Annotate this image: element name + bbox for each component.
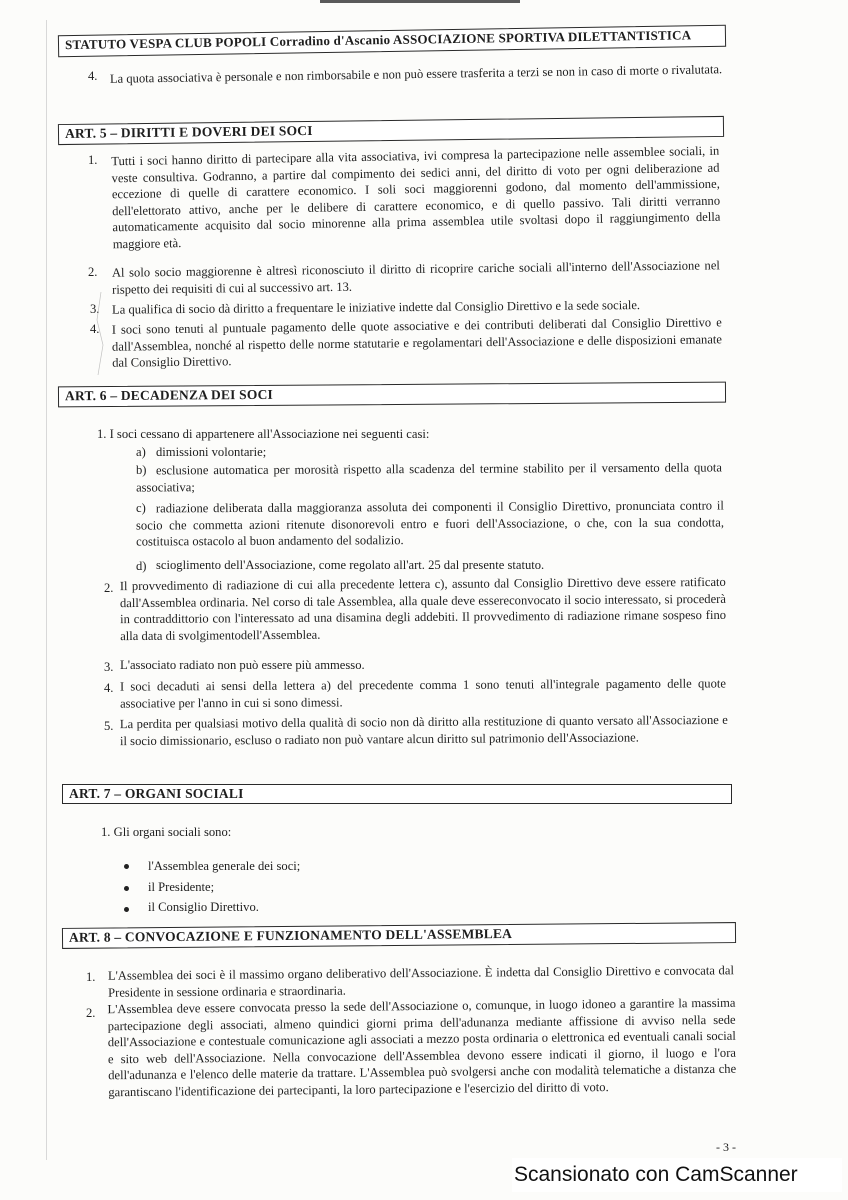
art6-case-c-text: radiazione deliberata dalla maggioranza assoluta dei componenti il Consiglio Direttivo, pronunciata contro il socio che commetta azioni ritenute disonorevoli entro e fuori dell'Associazione, o che, con la sua condotta, costituisca ostacolo al buon andamento del sodalizio.: [135, 498, 725, 549]
art7-intro: 1. Gli organi sociali sono:: [101, 825, 232, 839]
art6-case-b-text: esclusione automatica per morosità rispetto alla scadenza del termine stabilito per il versamento della quota associativa;: [136, 460, 722, 495]
art8-item-1-text: L'Assemblea dei soci è il massimo organo deliberativo dell'Associazione. È indetta dal Consiglio Direttivo e convocata dal Presidente in sessione ordinaria e straordinaria.: [107, 963, 734, 1000]
art8-item-2-text: L'Assemblea deve essere convocata presso la sede dell'Associazione o, comunque, in luogo idoneo a garantire la massima partecipazione degli associati, almeno quindici giorni prima dell'adunanza mediante affissione di avviso nella sede dell'Associazione e contestuale comunicazione agli associati a mezzo posta ordinaria o elettronica ed eventuali canali social e sito web dell'Associazione. Nella convocazione dell'Assemblea devono essere indicati il giorno, il luogo e l'ora dell'adunanza e l'elenco delle materie da trattare. L'Assemblea può svolgersi anche con modalità telematiche a distanza che garantiscano l'identificazione dei partecipanti, la loro partecipazione e l'esercizio del diritto di voto.: [107, 995, 737, 1100]
bullet-icon: [124, 907, 129, 912]
art5-item-4-number: 4.: [90, 322, 100, 336]
art6-item-4-number: 4.: [104, 681, 114, 695]
art5-item-3-number: 3.: [90, 302, 100, 316]
art5-heading: ART. 5 – DIRITTI E DOVERI DEI SOCI: [58, 116, 724, 145]
art6-item-5-number: 5.: [104, 719, 114, 733]
art5-item-4-text: I soci sono tenuti al puntuale pagamento delle quote associative e dei contributi deliberati dal Consiglio Direttivo e dall'Assemblea, nonché al rispetto delle norme statutarie e regolamentari dell'Associazione e delle disposizioni emanate dal Consiglio Direttivo.: [111, 315, 723, 370]
art5-item-1-number: 1.: [88, 153, 98, 167]
art6-intro: 1. I soci cessano di appartenere all'Associazione nei seguenti casi:: [97, 427, 430, 441]
art7-heading: ART. 7 – ORGANI SOCIALI: [62, 784, 732, 804]
art8-heading: ART. 8 – CONVOCAZIONE E FUNZIONAMENTO DELL'ASSEMBLEA: [62, 922, 736, 949]
art6-item-3-number: 3.: [104, 660, 114, 674]
art6-item-2-number: 2.: [104, 581, 114, 595]
art4-item-text: La quota associativa è personale e non rimborsabile e non può essere trasferita a terzi se non in caso di morte o rivalutata.: [109, 62, 723, 86]
art6-case-d-letter: d): [136, 559, 147, 573]
margin-smudge: [94, 290, 108, 380]
art7-organ-2: il Presidente;: [148, 880, 215, 894]
art7-organ-3: il Consiglio Direttivo.: [148, 900, 259, 914]
art6-case-d-text: scioglimento dell'Associazione, come regolato all'art. 25 dal presente statuto.: [156, 558, 545, 572]
bullet-icon: [124, 864, 129, 869]
art5-item-1-text: Tutti i soci hanno diritto di partecipare alla vita associativa, ivi compresa la partecipazione nelle assemblee sociali, in veste consultiva. Godranno, a partire dal compimento dei sedici anni, del diritto di voto per ogni deliberazione ad eccezione di quelle di carattere economico. I soli soci maggiorenni godono, dal momento dell'ammissione, dell'elettorato attivo, anche per le delibere di carattere economico, e di quello passivo. Tali diritti verranno automaticamente acquisito dal socio minorenne alla prima assemblea utile svoltasi dopo il raggiungimento della maggiore età.: [111, 143, 721, 252]
art4-item-number: 4.: [88, 69, 98, 83]
art5-item-2-number: 2.: [88, 265, 98, 279]
page-number: - 3 -: [716, 1140, 736, 1154]
art6-item-3-text: L'associato radiato non può essere più ammesso.: [120, 658, 365, 672]
art8-item-2-number: 2.: [86, 1006, 96, 1020]
art6-case-a-letter: a): [136, 445, 146, 459]
art6-item-5-text: La perdita per qualsiasi motivo della qualità di socio non dà diritto alla restituzione di quanto versato all'Associazione e il socio dimissionario, escluso o radiato non può vantare alcun diritto sul patrimonio dell'Associazione.: [119, 712, 728, 748]
top-edge-mark: [320, 0, 520, 3]
art6-case-a-text: dimissioni volontarie;: [156, 445, 267, 459]
art6-case-b-letter: b): [136, 463, 147, 477]
art6-case-c-letter: c): [136, 501, 146, 515]
document-header: STATUTO VESPA CLUB POPOLI Corradino d'Ascanio ASSOCIAZIONE SPORTIVA DILETTANTISTICA: [58, 25, 726, 57]
art6-item-4-text: I soci decaduti ai sensi della lettera a) del precedente comma 1 sono tenuti all'integrale pagamento delle quote associative per l'anno in cui si sono dimessi.: [119, 676, 726, 711]
art8-item-1-number: 1.: [86, 970, 96, 984]
art6-item-2-text: Il provvedimento di radiazione di cui alla precedente lettera c), assunto dal Consiglio Direttivo deve essere ratificato dall'Assemblea ordinaria. Nel corso di tale Assemblea, alla quale deve essereconvocato il socio interessato, si procederà in contraddittorio con l'interessato ad una disamina degli addebiti. Il provvedimento di radiazione rimane sospeso fino alla data di svolgimentodell'Assemblea.: [119, 574, 727, 643]
art5-item-3-text: La qualifica di socio dà diritto a frequentare le iniziative indette dal Consiglio Direttivo e la sede sociale.: [111, 298, 641, 317]
bullet-icon: [124, 886, 129, 891]
scanner-watermark: Scansionato con CamScanner: [512, 1158, 842, 1192]
art7-organ-1: l'Assemblea generale dei soci;: [148, 859, 301, 873]
art5-item-2-text: Al solo socio maggiorenne è altresì riconosciuto il diritto di ricoprire cariche sociali all'interno dell'Associazione nel rispetto dei requisiti di cui al successivo art. 13.: [111, 258, 720, 297]
art6-heading: ART. 6 – DECADENZA DEI SOCI: [58, 382, 726, 408]
page-left-edge: [46, 20, 47, 1160]
